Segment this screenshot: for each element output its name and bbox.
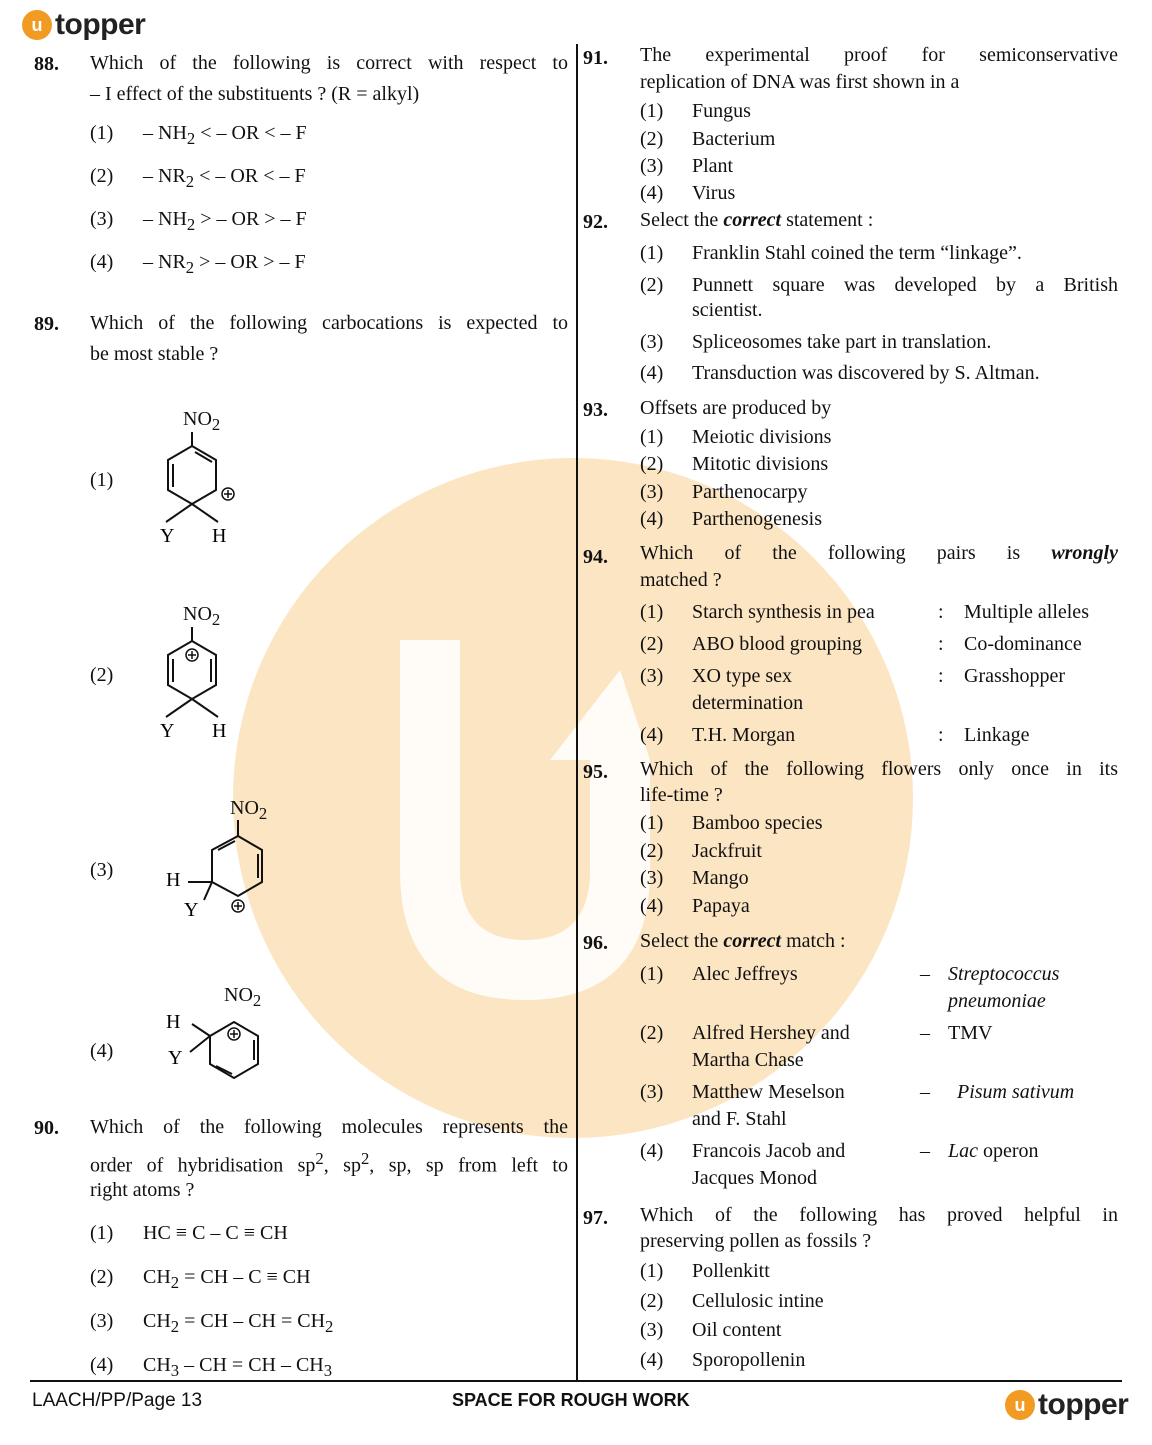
option-match: Lac operon <box>948 1140 1039 1162</box>
svg-text:Y: Y <box>184 899 199 921</box>
carbocation-structure-4 <box>160 1008 280 1088</box>
question-text: order of hybridisation $sp^2$, $sp^2$, sp, sp from left to <box>90 1149 568 1177</box>
option-number: (4) <box>90 251 114 273</box>
option-text: Mango <box>692 867 749 889</box>
option-match: TMV <box>948 1022 993 1044</box>
svg-text:H: H <box>212 720 227 742</box>
option-text: and F. Stahl <box>692 1108 787 1130</box>
question-number: 93. <box>583 399 608 421</box>
option-text: Cellulosic intine <box>692 1290 824 1312</box>
svg-text:H: H <box>212 525 227 547</box>
option-text: T.H. Morgan <box>692 724 796 746</box>
carbocation-structure-2 <box>150 627 250 752</box>
question-number: 91. <box>583 47 608 69</box>
page-label: LAACH/PP/Page 13 <box>32 1390 203 1411</box>
question-text: Which of the following carbocations is expected to <box>90 312 568 334</box>
option-text: Starch synthesis in pea <box>692 601 875 623</box>
colon: : <box>938 601 944 623</box>
option-text: ABO blood grouping <box>692 633 862 655</box>
option-number: (4) <box>640 362 664 384</box>
question-text: preserving pollen as fossils ? <box>640 1230 872 1252</box>
dash: – <box>920 963 930 985</box>
option-number: (2) <box>90 1266 114 1288</box>
option-text: determination <box>692 692 804 714</box>
option-number: (3) <box>640 1319 664 1341</box>
option-text: Punnett square was developed by a British <box>692 274 1118 296</box>
option-number: (1) <box>640 426 664 448</box>
question-number: 97. <box>583 1207 608 1229</box>
option-text: Jackfruit <box>692 840 762 862</box>
option-number: (1) <box>640 242 664 264</box>
svg-text:Y: Y <box>168 1047 183 1069</box>
option-text: Plant <box>692 155 734 177</box>
option-number: (4) <box>640 724 664 746</box>
footer-brand-logo <box>1005 1388 1128 1422</box>
option-text: Jacques Monod <box>692 1167 817 1189</box>
option-number: (1) <box>640 812 664 834</box>
option-text: Alfred Hershey and <box>692 1022 850 1044</box>
option-text: – $NR_2$ > – OR > – F <box>143 251 306 277</box>
option-text: Mitotic divisions <box>692 453 829 475</box>
question-number: 90. <box>34 1117 59 1139</box>
option-number: (3) <box>90 208 114 230</box>
question-text: Select the correct match : <box>640 930 846 952</box>
option-number: (3) <box>640 481 664 503</box>
option-number: (3) <box>90 1310 114 1332</box>
option-text: Sporopollenin <box>692 1349 806 1371</box>
colon: : <box>938 633 944 655</box>
option-match: Linkage <box>964 724 1030 746</box>
option-text: Virus <box>692 182 736 204</box>
option-match: Multiple alleles <box>964 601 1089 623</box>
question-text: Which of the following pairs is wrongly <box>640 542 1118 564</box>
question-text: matched ? <box>640 569 722 591</box>
option-text: scientist. <box>692 299 763 321</box>
brand-logo <box>22 8 145 42</box>
option-number: (4) <box>640 1140 664 1162</box>
option-number: (2) <box>90 664 114 686</box>
rough-work-label: SPACE FOR ROUGH WORK <box>452 1390 690 1410</box>
question-text: Which of the following flowers only once in its <box>640 758 1118 780</box>
option-number: (1) <box>640 1260 664 1282</box>
svg-text:H: H <box>166 1011 181 1033</box>
colon: : <box>938 724 944 746</box>
colon: : <box>938 665 944 687</box>
option-text: $CH_2$ = CH – CH = $CH_2$ <box>143 1310 334 1336</box>
dash: – <box>920 1140 930 1162</box>
option-number: (2) <box>640 128 664 150</box>
carbocation-structure-3 <box>160 820 280 925</box>
dash: – <box>920 1022 930 1044</box>
brand-name: topper <box>55 8 146 41</box>
option-match: Streptococcus <box>948 963 1060 985</box>
option-number: (1) <box>90 122 114 144</box>
option-number: (4) <box>640 1349 664 1371</box>
option-number: (1) <box>640 601 664 623</box>
option-number: (3) <box>90 859 114 881</box>
question-number: 95. <box>583 761 608 783</box>
question-text: Which of the following molecules represents the <box>90 1116 568 1138</box>
no2-label: $NO_2$ <box>183 603 221 629</box>
question-text: Which of the following has proved helpful in <box>640 1204 1118 1226</box>
option-number: (2) <box>90 165 114 187</box>
option-number: (3) <box>640 867 664 889</box>
option-text: Pollenkitt <box>692 1260 770 1282</box>
option-text: Alec Jeffreys <box>692 963 798 985</box>
option-number: (1) <box>640 963 664 985</box>
question-text: The experimental proof for semiconservative <box>640 44 1118 66</box>
brand-badge-icon: u <box>1005 1390 1035 1420</box>
option-match: Pisum sativum <box>957 1081 1075 1103</box>
question-text: be most stable ? <box>90 343 219 365</box>
option-text: Franklin Stahl coined the term “linkage”. <box>692 242 1022 264</box>
watermark-u-icon <box>400 640 650 1000</box>
option-number: (1) <box>90 469 114 491</box>
question-text: Offsets are produced by <box>640 397 832 419</box>
option-number: (4) <box>640 508 664 530</box>
option-number: (4) <box>90 1354 114 1376</box>
option-number: (4) <box>640 182 664 204</box>
option-number: (1) <box>90 1222 114 1244</box>
svg-text:Y: Y <box>160 525 175 547</box>
option-text: – $NH_2$ < – OR < – F <box>143 122 307 148</box>
option-number: (2) <box>640 274 664 296</box>
option-number: (2) <box>640 840 664 862</box>
option-text: Matthew Meselson <box>692 1081 845 1103</box>
option-text: Meiotic divisions <box>692 426 832 448</box>
question-text: Which of the following is correct with respect to <box>90 52 568 74</box>
option-text: Fungus <box>692 100 751 122</box>
option-match: pneumoniae <box>948 990 1046 1012</box>
no2-label: $NO_2$ <box>183 408 221 434</box>
option-text: XO type sex <box>692 665 792 687</box>
question-text: replication of DNA was first shown in a <box>640 71 960 93</box>
option-text: Martha Chase <box>692 1049 804 1071</box>
question-number: 94. <box>583 546 608 568</box>
question-number: 89. <box>34 313 59 335</box>
option-text: HC ≡ C – C ≡ CH <box>143 1222 288 1244</box>
option-number: (3) <box>640 331 664 353</box>
option-text: Bamboo species <box>692 812 823 834</box>
option-number: (3) <box>640 1081 664 1103</box>
option-match: Co-dominance <box>964 633 1082 655</box>
option-text: Francois Jacob and <box>692 1140 846 1162</box>
option-number: (2) <box>640 633 664 655</box>
question-text: – I effect of the substituents ? (R = alkyl) <box>90 83 420 105</box>
option-number: (1) <box>640 100 664 122</box>
question-text: life-time ? <box>640 784 723 806</box>
svg-text:Y: Y <box>160 720 175 742</box>
question-number: 88. <box>34 53 59 75</box>
option-number: (3) <box>640 155 664 177</box>
option-number: (3) <box>640 665 664 687</box>
option-match: Grasshopper <box>964 665 1066 687</box>
option-number: (2) <box>640 1290 664 1312</box>
option-text: – $NH_2$ > – OR > – F <box>143 208 307 234</box>
brand-badge-icon: u <box>22 10 52 40</box>
option-number: (4) <box>90 1040 114 1062</box>
option-number: (4) <box>640 895 664 917</box>
option-text: $CH_3$ – CH = CH – $CH_3$ <box>143 1354 333 1380</box>
option-text: $CH_2$ = CH – C ≡ CH <box>143 1266 311 1292</box>
svg-text:H: H <box>166 869 181 891</box>
option-text: Papaya <box>692 895 750 917</box>
column-divider <box>576 44 578 1380</box>
dash: – <box>920 1081 930 1103</box>
question-text: right atoms ? <box>90 1179 195 1201</box>
no2-label: $NO_2$ <box>230 797 268 823</box>
option-text: – $NR_2$ < – OR < – F <box>143 165 306 191</box>
option-number: (2) <box>640 1022 664 1044</box>
option-text: Oil content <box>692 1319 782 1341</box>
no2-label: $NO_2$ <box>224 984 262 1010</box>
option-text: Bacterium <box>692 128 776 150</box>
question-number: 96. <box>583 932 608 954</box>
option-text: Parthenocarpy <box>692 481 808 503</box>
carbocation-structure-1 <box>150 432 250 557</box>
option-text: Spliceosomes take part in translation. <box>692 331 992 353</box>
option-text: Parthenogenesis <box>692 508 822 530</box>
option-number: (2) <box>640 453 664 475</box>
question-number: 92. <box>583 211 608 233</box>
brand-name: topper <box>1038 1388 1129 1421</box>
question-text: Select the correct statement : <box>640 209 874 231</box>
option-text: Transduction was discovered by S. Altman. <box>692 362 1040 384</box>
